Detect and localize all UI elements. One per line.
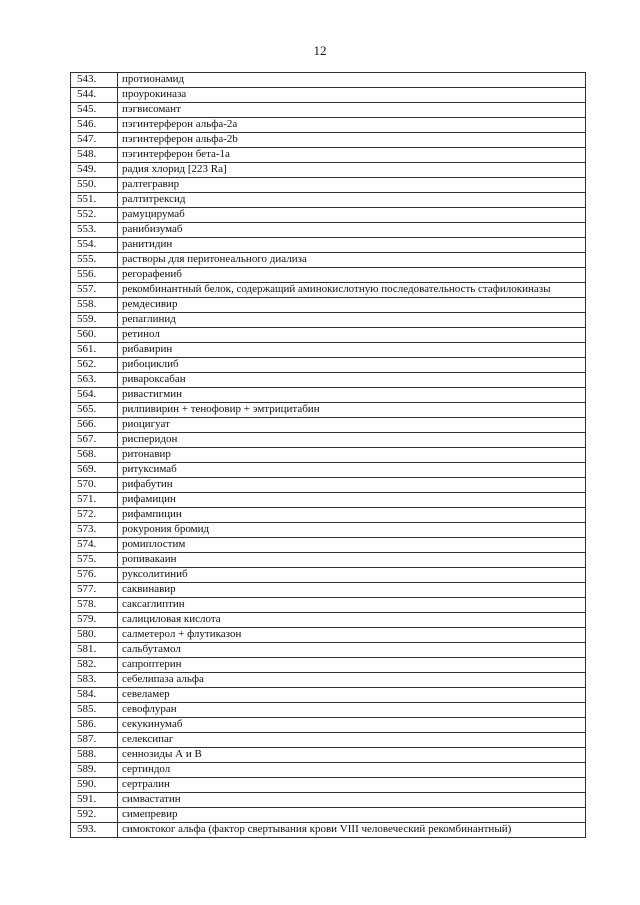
drug-name: ропивакаин	[118, 553, 586, 568]
table-row	[71, 673, 586, 688]
table-row	[71, 748, 586, 763]
drug-name: сеннозиды А и В	[118, 748, 586, 763]
table-row	[71, 148, 586, 163]
drug-name: руксолитиниб	[118, 568, 586, 583]
row-number: 574.	[71, 538, 118, 553]
row-number: 579.	[71, 613, 118, 628]
drug-name: симоктоког альфа (фактор свертывания крови VIII человеческий рекомбинантный)	[118, 823, 586, 838]
table-row	[71, 703, 586, 718]
table-row	[71, 643, 586, 658]
row-number: 584.	[71, 688, 118, 703]
row-number: 575.	[71, 553, 118, 568]
row-number: 585.	[71, 703, 118, 718]
row-number: 559.	[71, 313, 118, 328]
drug-name: протионамид	[118, 73, 586, 88]
row-number: 570.	[71, 478, 118, 493]
row-number: 544.	[71, 88, 118, 103]
drug-name: рекомбинантный белок, содержащий аминокислотную последовательность стафилокиназы	[118, 283, 586, 298]
table-row	[71, 493, 586, 508]
row-number: 581.	[71, 643, 118, 658]
table-row	[71, 208, 586, 223]
drug-list-body	[71, 73, 586, 838]
drug-name: саксаглиптин	[118, 598, 586, 613]
row-number: 577.	[71, 583, 118, 598]
drug-name: растворы для перитонеального диализа	[118, 253, 586, 268]
drug-name: ремдесивир	[118, 298, 586, 313]
row-number: 586.	[71, 718, 118, 733]
table-row	[71, 718, 586, 733]
table-row	[71, 823, 586, 838]
row-number: 587.	[71, 733, 118, 748]
table-row	[71, 568, 586, 583]
table-row	[71, 328, 586, 343]
drug-name: ранибизумаб	[118, 223, 586, 238]
row-number: 572.	[71, 508, 118, 523]
table-row	[71, 733, 586, 748]
drug-name: секукинумаб	[118, 718, 586, 733]
drug-name: сертралин	[118, 778, 586, 793]
row-number: 567.	[71, 433, 118, 448]
table-row	[71, 388, 586, 403]
row-number: 592.	[71, 808, 118, 823]
drug-name: рилпивирин + тенофовир + эмтрицитабин	[118, 403, 586, 418]
row-number: 556.	[71, 268, 118, 283]
table-row	[71, 313, 586, 328]
table-row	[71, 523, 586, 538]
table-row	[71, 538, 586, 553]
row-number: 589.	[71, 763, 118, 778]
row-number: 543.	[71, 73, 118, 88]
table-row	[71, 163, 586, 178]
table-row	[71, 283, 586, 298]
table-row	[71, 403, 586, 418]
drug-name: рибавирин	[118, 343, 586, 358]
drug-name: себелипаза альфа	[118, 673, 586, 688]
drug-name: рифамицин	[118, 493, 586, 508]
row-number: 547.	[71, 133, 118, 148]
drug-name: сапроптерин	[118, 658, 586, 673]
table-row	[71, 118, 586, 133]
drug-name: севеламер	[118, 688, 586, 703]
table-row	[71, 598, 586, 613]
row-number: 554.	[71, 238, 118, 253]
table-row	[71, 433, 586, 448]
table-row	[71, 628, 586, 643]
drug-name: радия хлорид [223 Ra]	[118, 163, 586, 178]
drug-name: рисперидон	[118, 433, 586, 448]
row-number: 555.	[71, 253, 118, 268]
table-row	[71, 463, 586, 478]
row-number: 557.	[71, 283, 118, 298]
row-number: 551.	[71, 193, 118, 208]
row-number: 565.	[71, 403, 118, 418]
table-row	[71, 133, 586, 148]
table-row	[71, 808, 586, 823]
drug-name: пэгинтерферон альфа-2b	[118, 133, 586, 148]
row-number: 564.	[71, 388, 118, 403]
table-row	[71, 358, 586, 373]
drug-name: рифабутин	[118, 478, 586, 493]
table-row	[71, 193, 586, 208]
drug-name: пэгвисомант	[118, 103, 586, 118]
drug-name: салметерол + флутиказон	[118, 628, 586, 643]
drug-name: ритонавир	[118, 448, 586, 463]
table-row	[71, 448, 586, 463]
drug-name: ривастигмин	[118, 388, 586, 403]
drug-name: сальбутамол	[118, 643, 586, 658]
row-number: 563.	[71, 373, 118, 388]
table-row	[71, 763, 586, 778]
row-number: 553.	[71, 223, 118, 238]
row-number: 578.	[71, 598, 118, 613]
page-number: 12	[313, 43, 327, 58]
row-number: 571.	[71, 493, 118, 508]
drug-name: ривароксабан	[118, 373, 586, 388]
drug-name: рамуцирумаб	[118, 208, 586, 223]
table-row	[71, 103, 586, 118]
row-number: 582.	[71, 658, 118, 673]
drug-name: пэгинтерферон альфа-2а	[118, 118, 586, 133]
row-number: 562.	[71, 358, 118, 373]
drug-name: рифампицин	[118, 508, 586, 523]
drug-name: ретинол	[118, 328, 586, 343]
table-row	[71, 88, 586, 103]
row-number: 558.	[71, 298, 118, 313]
drug-name: ралтегравир	[118, 178, 586, 193]
row-number: 576.	[71, 568, 118, 583]
table-row	[71, 223, 586, 238]
table-row	[71, 298, 586, 313]
drug-name: репаглинид	[118, 313, 586, 328]
drug-name: симепревир	[118, 808, 586, 823]
table-row	[71, 778, 586, 793]
row-number: 545.	[71, 103, 118, 118]
drug-name: рибоциклиб	[118, 358, 586, 373]
row-number: 546.	[71, 118, 118, 133]
row-number: 591.	[71, 793, 118, 808]
drug-name: ромиплостим	[118, 538, 586, 553]
table-row	[71, 178, 586, 193]
table-row	[71, 418, 586, 433]
row-number: 566.	[71, 418, 118, 433]
row-number: 580.	[71, 628, 118, 643]
drug-name: проурокиназа	[118, 88, 586, 103]
table-row	[71, 253, 586, 268]
drug-name: селексипаг	[118, 733, 586, 748]
drug-name: рокурония бромид	[118, 523, 586, 538]
row-number: 588.	[71, 748, 118, 763]
table-row	[71, 793, 586, 808]
drug-name: севофлуран	[118, 703, 586, 718]
drug-name: пэгинтерферон бета-1а	[118, 148, 586, 163]
drug-name: ранитидин	[118, 238, 586, 253]
row-number: 560.	[71, 328, 118, 343]
row-number: 583.	[71, 673, 118, 688]
drug-name: регорафениб	[118, 268, 586, 283]
row-number: 549.	[71, 163, 118, 178]
table-row	[71, 613, 586, 628]
table-row	[71, 478, 586, 493]
row-number: 569.	[71, 463, 118, 478]
drug-name: сертиндол	[118, 763, 586, 778]
row-number: 552.	[71, 208, 118, 223]
row-number: 573.	[71, 523, 118, 538]
row-number: 590.	[71, 778, 118, 793]
row-number: 593.	[71, 823, 118, 838]
drug-name: салициловая кислота	[118, 613, 586, 628]
row-number: 548.	[71, 148, 118, 163]
row-number: 550.	[71, 178, 118, 193]
drug-name: ритуксимаб	[118, 463, 586, 478]
drug-name: симвастатин	[118, 793, 586, 808]
drug-name: риоцигуат	[118, 418, 586, 433]
drug-list-table	[70, 72, 586, 838]
table-row	[71, 268, 586, 283]
table-row	[71, 688, 586, 703]
table-row	[71, 73, 586, 88]
table-row	[71, 583, 586, 598]
row-number: 568.	[71, 448, 118, 463]
table-row	[71, 238, 586, 253]
table-row	[71, 373, 586, 388]
row-number: 561.	[71, 343, 118, 358]
table-row	[71, 343, 586, 358]
table-row	[71, 553, 586, 568]
drug-name: ралтитрексид	[118, 193, 586, 208]
drug-name: саквинавир	[118, 583, 586, 598]
table-row	[71, 658, 586, 673]
table-row	[71, 508, 586, 523]
